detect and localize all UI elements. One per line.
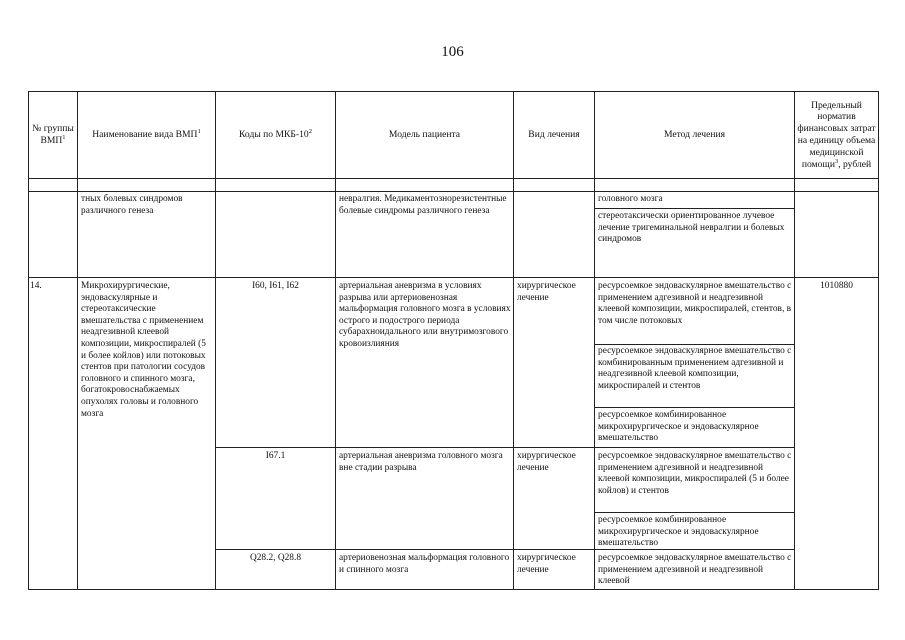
column-border: [215, 91, 216, 590]
header-icd-codes: Коды по МКБ-$10^2$: [239, 127, 312, 141]
icd-codes: Q28.2, Q28.8: [249, 553, 302, 563]
vmp-name: Микрохирургические, эндоваскулярные и стереотаксические вмешательства с применением неадгезивной клеевой композиции, микроспиралей (5 и более койлов) или потоковых стентов при патологии сосудов головного и спинного мозга, богатокровоснабжаемых опухолях головы и головного мозга: [81, 281, 206, 419]
header-cost-norm: Предельный норматив финансовых затрат на единицу объема медицинской помощи$^3$, рублей: [797, 99, 876, 170]
table-bottom-border: [28, 589, 879, 590]
patient-model: артериовенозная мальформация головного и спинного мозга: [339, 553, 510, 575]
patient-model: артериальная аневризма головного мозга вне стадии разрыва: [339, 451, 503, 473]
header-patient-model: Модель пациента: [388, 129, 461, 141]
method-item: ресурсоемкое эндоваскулярное вмешательство с комбинированным применением адгезивной и неадгезивной клеевой композиции, микроспиралей и стентов: [598, 346, 792, 391]
icd-codes: I67.1: [265, 451, 286, 461]
row-divider: [215, 447, 794, 448]
column-border: [878, 91, 879, 590]
method-item: стереотаксически ориентированное лучевое лечение тригеминальной невралгии и болевых синдромов: [598, 211, 785, 245]
column-border: [28, 91, 29, 590]
numbering-row-border: [28, 191, 879, 192]
header-bottom-border: [28, 178, 879, 179]
method-divider: [594, 344, 794, 345]
page-number: 106: [441, 44, 464, 60]
patient-model-continuation: невралгия. Медикаментознорезистентные болевые синдромы различного генеза: [339, 194, 507, 216]
treatment-type: хирургическое лечение: [517, 553, 576, 575]
column-border: [594, 91, 595, 590]
header-treatment-method: Метод лечения: [663, 129, 726, 141]
header-vmp-name: Наименование вида ВМП$^1$: [92, 127, 201, 141]
method-item: ресурсоемкое комбинированное микрохирургическое и эндоваскулярное вмешательство: [598, 515, 759, 549]
method-item: ресурсоемкое комбинированное микрохирургическое и эндоваскулярное вмешательство: [598, 410, 759, 444]
vmp-name-continuation: тных болевых синдромов различного генеза: [81, 194, 183, 216]
column-border: [794, 91, 795, 590]
group-number: 14.: [30, 281, 42, 291]
treatment-type: хирургическое лечение: [517, 281, 576, 303]
patient-model: артериальная аневризма в условиях разрыва или артериовенозная мальформация головного мозга в условиях острого и подострого периода субарахноидального или внутримозгового кровоизлияния: [339, 281, 511, 349]
icd-codes: I60, I61, I62: [252, 281, 299, 291]
method-divider: [594, 512, 794, 513]
header-treatment-type: Вид лечения: [528, 129, 580, 141]
treatment-type: хирургическое лечение: [517, 451, 576, 473]
method-item: ресурсоемкое эндоваскулярное вмешательство с применением адгезивной и неадгезивной клеевой композиции, микроспиралей, стентов, в том числе потоковых: [598, 281, 792, 326]
method-continuation: головного мозга: [598, 194, 663, 204]
method-item: ресурсоемкое эндоваскулярное вмешательство с применением адгезивной и неадгезивной клеевой: [598, 553, 792, 587]
method-item: ресурсоемкое эндоваскулярное вмешательство с применением адгезивной и неадгезивной клеевой композиции, микроспиралей (5 и более койлов) и стентов: [598, 451, 792, 496]
cost-norm-value: 1010880: [820, 281, 853, 291]
method-divider: [594, 208, 794, 209]
header-group-number: № группы ВМП$^1$: [32, 123, 74, 146]
column-border: [335, 91, 336, 590]
method-divider: [594, 407, 794, 408]
column-border: [513, 91, 514, 590]
column-border: [77, 91, 78, 590]
group-divider: [28, 277, 879, 278]
